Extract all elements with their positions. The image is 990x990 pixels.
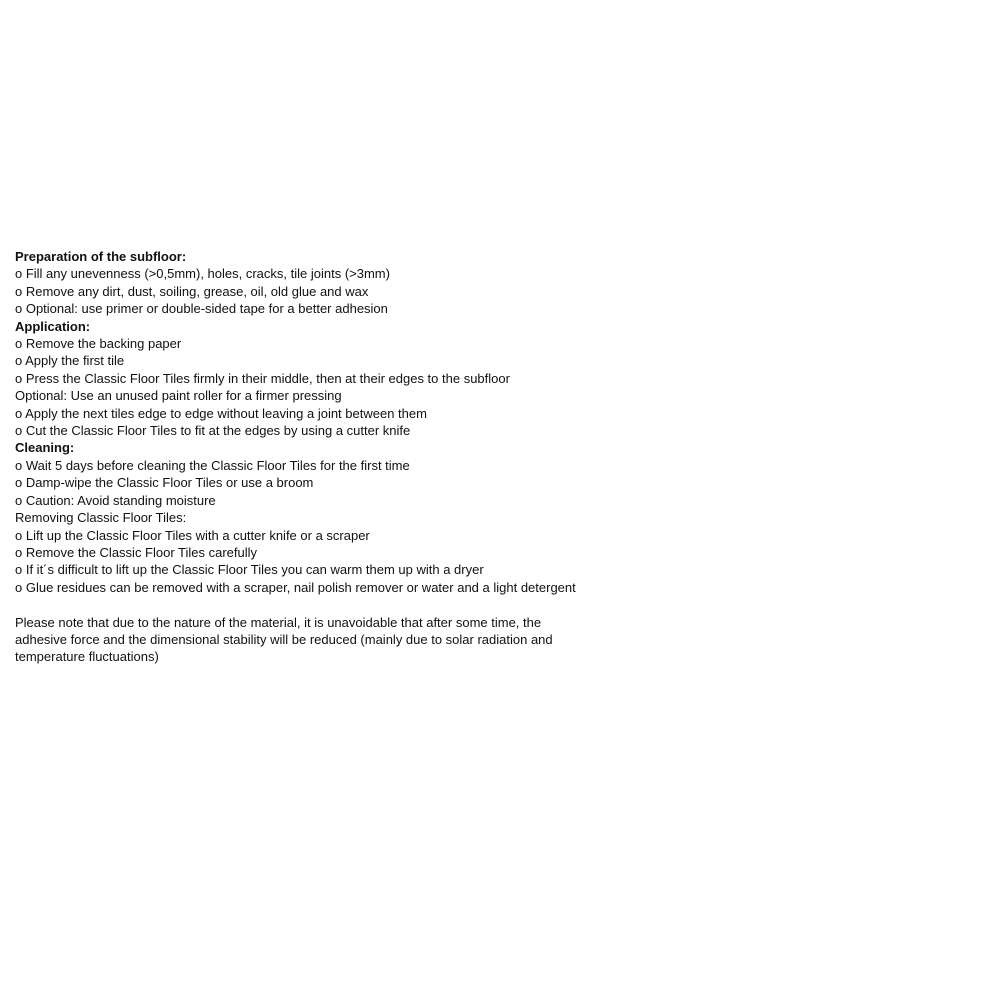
preparation-item: o Fill any unevenness (>0,5mm), holes, cracks, tile joints (>3mm) bbox=[15, 266, 390, 282]
application-item: o Cut the Classic Floor Tiles to fit at the edges by using a cutter knife bbox=[15, 423, 411, 439]
material-note: Please note that due to the nature of the material, it is unavoidable that after some time, the adhesive force and the dimensional stability will be reduced (mainly due to solar radiation and temperature fluctuations) bbox=[15, 614, 553, 665]
preparation-item: o Remove any dirt, dust, soiling, grease, oil, old glue and wax bbox=[15, 283, 369, 299]
application-heading: Application: bbox=[15, 318, 91, 334]
application-item: o Apply the next tiles edge to edge without leaving a joint between them bbox=[15, 405, 427, 421]
cleaning-item: o Wait 5 days before cleaning the Classic Floor Tiles for the first time bbox=[15, 457, 410, 473]
preparation-item: o Optional: use primer or double-sided tape for a better adhesion bbox=[15, 301, 388, 317]
instructions-document bbox=[15, 248, 975, 666]
cleaning-item: o Caution: Avoid standing moisture bbox=[15, 492, 216, 508]
cleaning-heading: Cleaning: bbox=[15, 440, 75, 456]
removing-item: o Remove the Classic Floor Tiles carefully bbox=[15, 544, 258, 560]
application-item: o Apply the first tile bbox=[15, 353, 125, 369]
preparation-heading: Preparation of the subfloor: bbox=[15, 249, 187, 264]
application-item: Optional: Use an unused paint roller for a firmer pressing bbox=[15, 388, 342, 404]
removing-item: o Glue residues can be removed with a scraper, nail polish remover or water and a light detergent bbox=[15, 579, 576, 595]
removing-item: o If it´s difficult to lift up the Classic Floor Tiles you can warm them up with a dryer bbox=[15, 562, 484, 578]
spacer bbox=[15, 596, 975, 613]
application-item: o Remove the backing paper bbox=[15, 336, 182, 352]
cleaning-item: o Damp-wipe the Classic Floor Tiles or use a broom bbox=[15, 475, 314, 491]
removing-heading: Removing Classic Floor Tiles: bbox=[15, 510, 187, 526]
removing-item: o Lift up the Classic Floor Tiles with a cutter knife or a scraper bbox=[15, 527, 370, 543]
application-item: o Press the Classic Floor Tiles firmly in their middle, then at their edges to the subfloor bbox=[15, 370, 510, 386]
